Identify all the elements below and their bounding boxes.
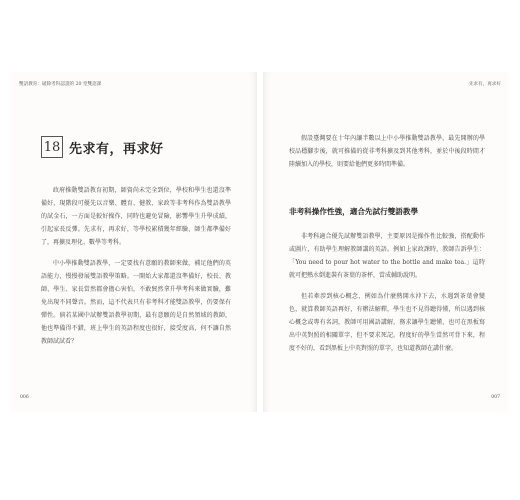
paragraph: 政府推動雙語教育初期，師資尚未完全到位，學校和學生也還沒準備好，現階段可優先以音樂、體育、健教、家政等非考科作為雙語教學的試金石，一方面是較好操作，同時也避免冒險，影響學生升學成績，引起家長反彈。先求有，再求好，等學校累積幾年經驗，師生都準備好了，再擴及理化、數學等考科。 <box>41 187 231 246</box>
chapter-title: 先求有，再求好 <box>69 141 164 157</box>
paragraph: 但若牽涉到核心概念，例如為什麼熱開水沖下去，水遇到茶葉會變色，就算教師英語再好，有辦法解釋，學生也不見得聽得懂，所以遇到核心概念或專有名詞，教師可用國語講解，務求讓學生聽懂，也可在黑板寫出中英對照的相關單字，但不要求死記。程度好的學生當然可背下來，程度不好的，看到黑板上中英對照的單字，也知道教師在講什麼。 <box>289 293 485 352</box>
running-head: 先求有，再求好 <box>468 82 501 87</box>
right-page <box>263 72 509 412</box>
left-page <box>11 72 257 412</box>
running-head: 雙語教育：破除考科認證的 20 堂雙語課 <box>19 82 102 87</box>
page-number: 006 <box>20 395 29 400</box>
section-heading: 非考科操作性強，適合先試行雙語教學 <box>289 207 419 216</box>
chapter-number: 18 <box>41 136 63 158</box>
left-body-text <box>41 184 231 348</box>
right-intro-text <box>289 132 485 171</box>
right-body-text <box>289 230 485 355</box>
chapter-heading <box>41 136 164 158</box>
paragraph: 假設臺灣要在十年內讓半數以上中小學推動雙語教學，最先開辦的學校品穩腳步後，就可推備的從非考科擴及到其他考科，並於中後段時間才陸續加入的學校，則要給他們更多時間準備。 <box>289 135 485 168</box>
paragraph: 中小學推動雙語教學，一定要找有意願的教師來做，補足他們的英語能力，慢慢發展雙語教學策略。一開始大家都還沒準備好，校長、教師、學生、家長當然都會擔心害怕，不敢貿然拿升學考科來做實驗，難免出現不同聲音。然而，這不代表只有非考科才能雙語教學，仍要保有彈性。倘若某國中試辦雙語教學初期，最有意願的是自然領域的教師，他也準備得不錯，班上學生的英語程度也很好，接受度高，何不讓自然教師試試看？ <box>41 260 231 345</box>
page-number: 007 <box>491 395 500 400</box>
paragraph: 非考科適合優先試辦雙語教學，主要原因是操作性比較強，搭配動作或圖片，有助學生理解教師講的英語。例如上家政課時，教師告訴學生：「You need to pour hot water to the bottle and make tea.」這時就可把熱水倒進裝有茶葉的茶杯，當成輔助說明。 <box>289 233 485 279</box>
